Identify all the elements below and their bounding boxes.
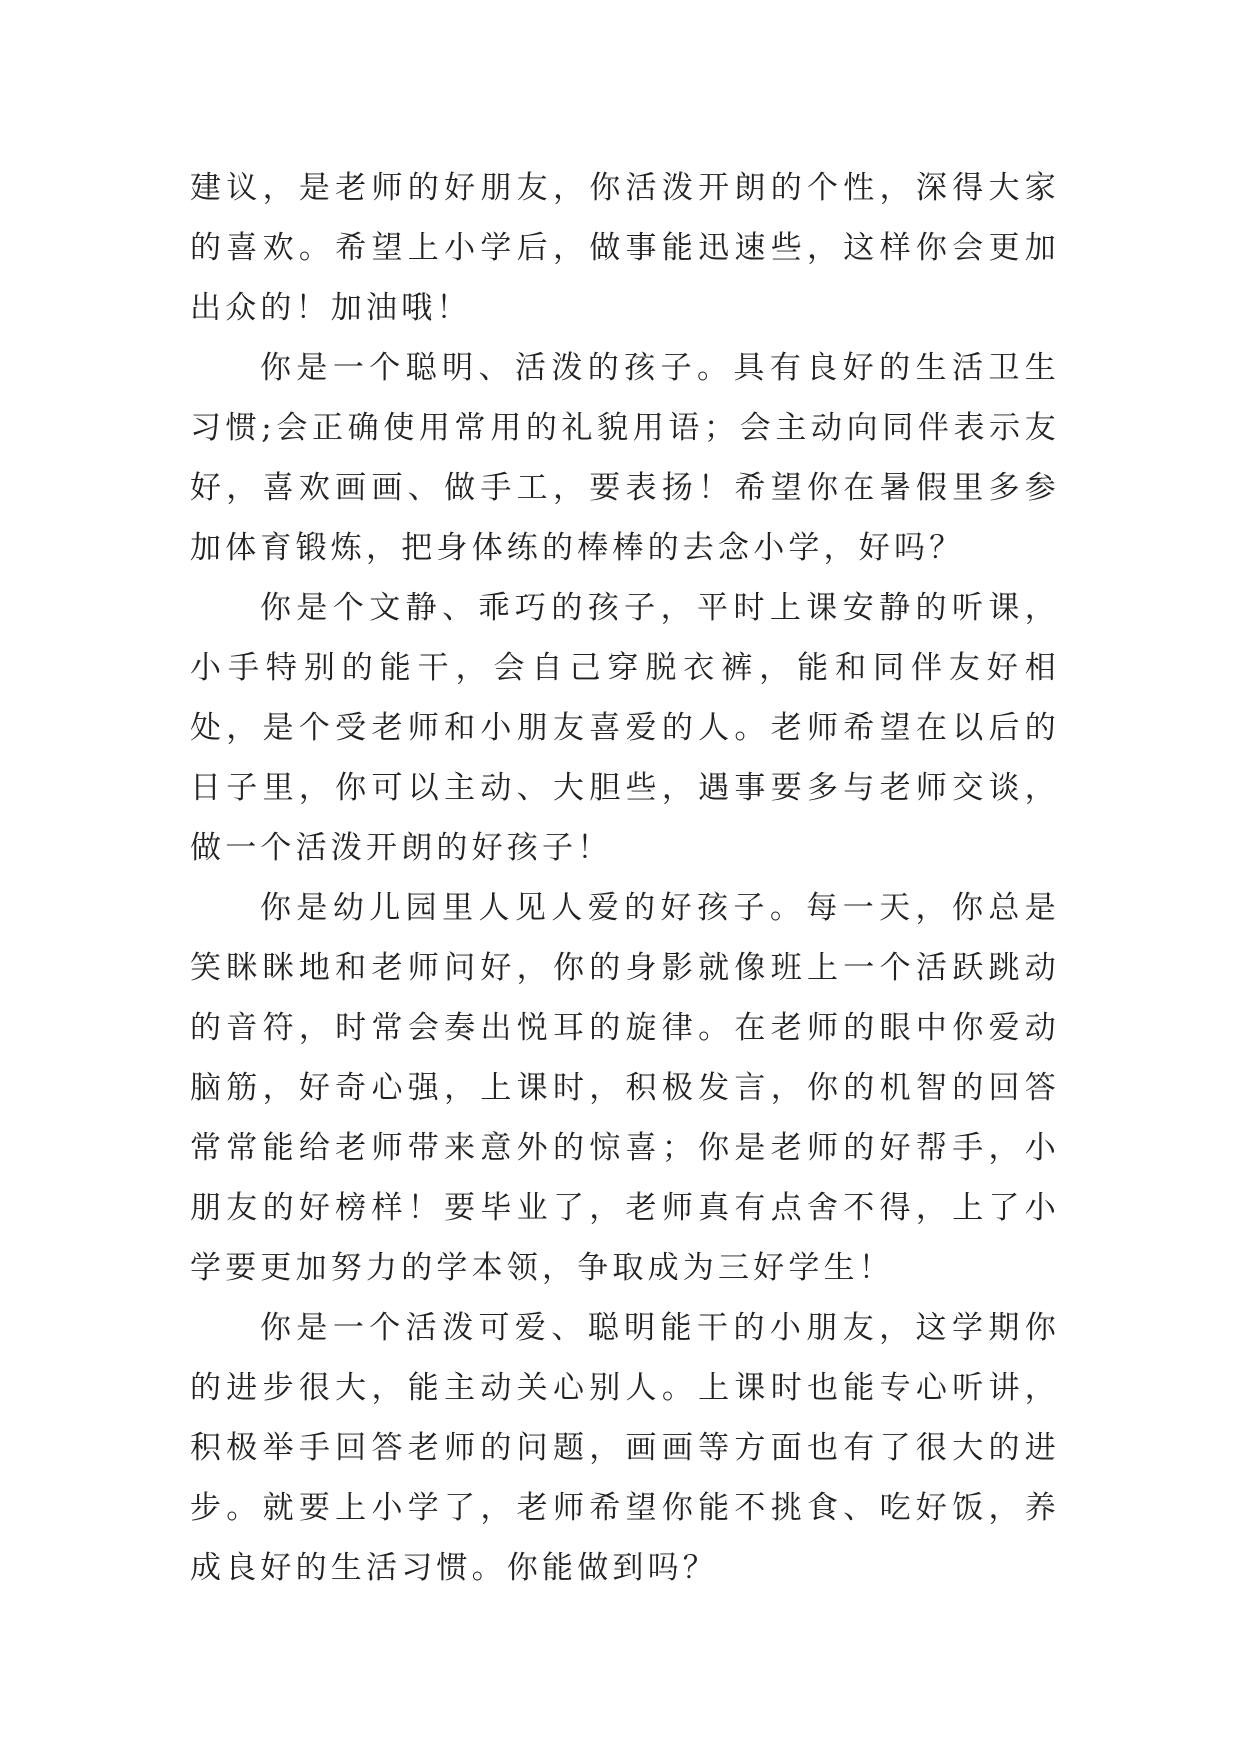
paragraph-4: 你是幼儿园里人见人爱的好孩子。每一天，你总是笑眯眯地和老师问好，你的身影就像班上一个活跃跳动的音符，时常会奏出悦耳的旋律。在老师的眼中你爱动脑筋，好奇心强，上课时，积极发言，你的机智的回答常常能给老师带来意外的惊喜；你是老师的好帮手，小朋友的好榜样！要毕业了，老师真有点舍不得，上了小学要更加努力的学本领，争取成为三好学生！ [190, 890, 1060, 1286]
paragraph-3: 你是个文静、乖巧的孩子，平时上课安静的听课，小手特别的能干，会自己穿脱衣裤，能和同伴友好相处，是个受老师和小朋友喜爱的人。老师希望在以后的日子里，你可以主动、大胆些，遇事要多与老师交谈，做一个活泼开朗的好孩子！ [190, 590, 1060, 866]
paragraph-5: 你是一个活泼可爱、聪明能干的小朋友，这学期你的进步很大，能主动关心别人。上课时也能专心听讲，积极举手回答老师的问题，画画等方面也有了很大的进步。就要上小学了，老师希望你能不挑食、吃好饭，养成良好的生活习惯。你能做到吗？ [190, 1310, 1060, 1586]
paragraph-2: 你是一个聪明、活泼的孩子。具有良好的生活卫生习惯;会正确使用常用的礼貌用语；会主动向同伴表示友好，喜欢画画、做手工，要表扬！希望你在暑假里多参加体育锻炼，把身体练的棒棒的去念小学，好吗？ [190, 350, 1060, 566]
paragraph-1: 建议，是老师的好朋友，你活泼开朗的个性，深得大家的喜欢。希望上小学后，做事能迅速些，这样你会更加出众的！加油哦！ [190, 170, 1060, 326]
document-body [190, 158, 1060, 1598]
